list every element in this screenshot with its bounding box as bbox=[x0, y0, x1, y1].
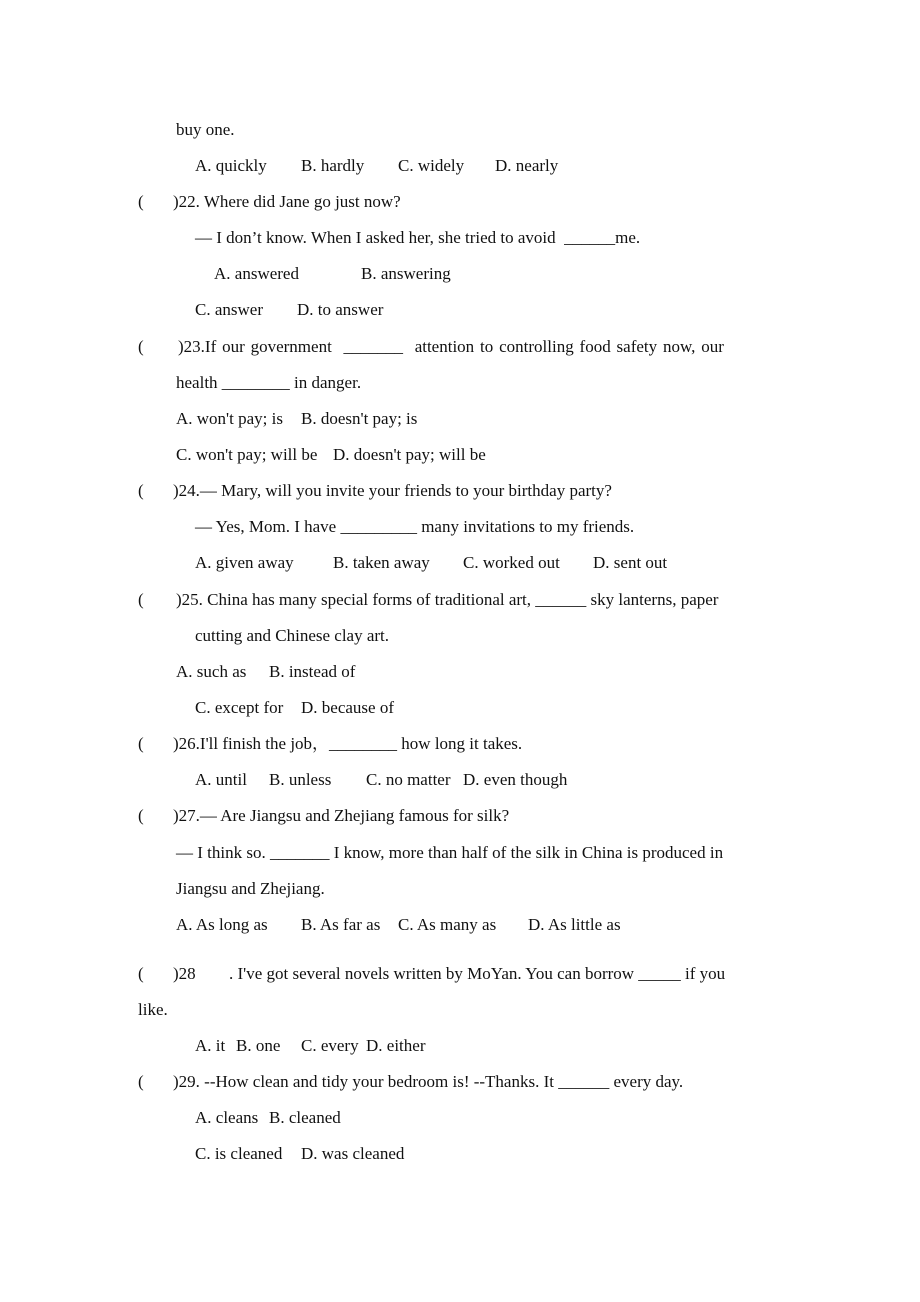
option-d[interactable]: D. even though bbox=[463, 770, 568, 789]
question-22-reply: — I don’t know. When I asked her, she tried to avoid ______me. bbox=[195, 228, 641, 247]
option-a[interactable]: A. As long as bbox=[176, 915, 268, 934]
question-28-number: )28 bbox=[173, 964, 196, 983]
option-c[interactable]: C. widely bbox=[398, 156, 465, 175]
question-27: )27.— Are Jiangsu and Zhejiang famous for silk? bbox=[173, 806, 510, 825]
option-c[interactable]: C. As many as bbox=[398, 915, 497, 934]
answer-bracket[interactable]: ( bbox=[138, 337, 144, 356]
option-a[interactable]: A. such as bbox=[176, 662, 247, 681]
option-a[interactable]: A. answered bbox=[214, 264, 299, 283]
option-d[interactable]: D. doesn't pay; will be bbox=[333, 445, 486, 464]
question-25: )25. China has many special forms of traditional art, ______ sky lanterns, paper bbox=[176, 590, 719, 609]
option-d[interactable]: D. As little as bbox=[528, 915, 621, 934]
option-d[interactable]: D. was cleaned bbox=[301, 1144, 405, 1163]
option-b[interactable]: B. answering bbox=[361, 264, 451, 283]
option-d[interactable]: D. sent out bbox=[593, 553, 668, 572]
question-28: . I've got several novels written by MoYan. You can borrow _____ if you bbox=[229, 964, 726, 983]
option-c[interactable]: C. every bbox=[301, 1036, 359, 1055]
option-b[interactable]: B. hardly bbox=[301, 156, 365, 175]
option-c[interactable]: C. answer bbox=[195, 300, 263, 319]
option-b[interactable]: B. one bbox=[236, 1036, 281, 1055]
option-b[interactable]: B. As far as bbox=[301, 915, 381, 934]
option-d[interactable]: D. to answer bbox=[297, 300, 384, 319]
question-27-cont: Jiangsu and Zhejiang. bbox=[176, 879, 325, 898]
answer-bracket[interactable]: ( bbox=[138, 1072, 144, 1091]
question-29: )29. --How clean and tidy your bedroom is! --Thanks. It ______ every day. bbox=[173, 1072, 684, 1091]
option-a[interactable]: A. given away bbox=[195, 553, 294, 572]
question-22: )22. Where did Jane go just now? bbox=[173, 192, 401, 211]
option-c[interactable]: C. is cleaned bbox=[195, 1144, 283, 1163]
question-23-cont: health ________ in danger. bbox=[176, 373, 362, 392]
option-b[interactable]: B. taken away bbox=[333, 553, 430, 572]
option-a[interactable]: A. quickly bbox=[195, 156, 267, 175]
answer-bracket[interactable]: ( bbox=[138, 590, 144, 609]
option-d[interactable]: D. either bbox=[366, 1036, 426, 1055]
option-b[interactable]: B. doesn't pay; is bbox=[301, 409, 418, 428]
option-a[interactable]: A. cleans bbox=[195, 1108, 259, 1127]
question-27-reply: — I think so. _______ I know, more than half of the silk in China is produced in bbox=[176, 843, 724, 862]
question-23: )23.If our government _______ attention to controlling food safety now, our bbox=[178, 337, 724, 356]
question-25-cont: cutting and Chinese clay art. bbox=[195, 626, 390, 645]
question-24-reply: — Yes, Mom. I have _________ many invitations to my friends. bbox=[195, 517, 635, 536]
option-c[interactable]: C. no matter bbox=[366, 770, 451, 789]
option-a[interactable]: A. it bbox=[195, 1036, 226, 1055]
answer-bracket[interactable]: ( bbox=[138, 806, 144, 825]
option-c[interactable]: C. except for bbox=[195, 698, 284, 717]
question-24: )24.— Mary, will you invite your friends to your birthday party? bbox=[173, 481, 612, 500]
answer-bracket[interactable]: ( bbox=[138, 734, 144, 753]
option-b[interactable]: B. unless bbox=[269, 770, 332, 789]
option-b[interactable]: B. instead of bbox=[269, 662, 356, 681]
option-d[interactable]: D. because of bbox=[301, 698, 394, 717]
option-c[interactable]: C. worked out bbox=[463, 553, 560, 572]
answer-bracket[interactable]: ( bbox=[138, 192, 144, 211]
option-a[interactable]: A. until bbox=[195, 770, 247, 789]
option-d[interactable]: D. nearly bbox=[495, 156, 559, 175]
option-c[interactable]: C. won't pay; will be bbox=[176, 445, 318, 464]
answer-bracket[interactable]: ( bbox=[138, 481, 144, 500]
question-26: )26.I'll finish the job，________ how long it takes. bbox=[173, 734, 523, 753]
question-text: buy one. bbox=[176, 120, 235, 139]
option-b[interactable]: B. cleaned bbox=[269, 1108, 341, 1127]
option-a[interactable]: A. won't pay; is bbox=[176, 409, 283, 428]
question-28-cont: like. bbox=[138, 1000, 168, 1019]
answer-bracket[interactable]: ( bbox=[138, 964, 144, 983]
